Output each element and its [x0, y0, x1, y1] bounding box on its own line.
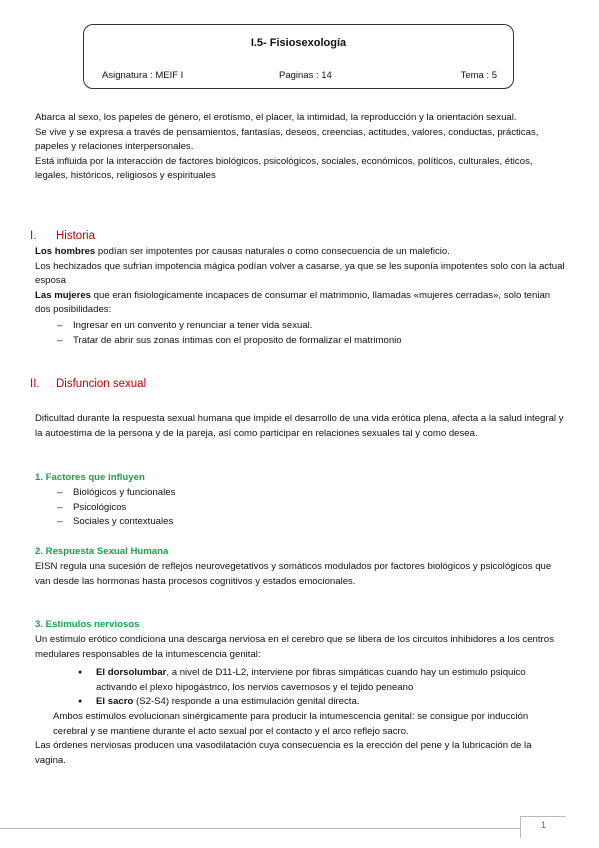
list-item: – Ingresar en un convento y renunciar a tener vida sexual. [57, 319, 402, 334]
historia-line-2: Los hechizados que sufrían impotencia mágica podían volver a casarse, ya que se les suponía impotentes solo con la actual esposa [35, 260, 565, 287]
list-item: – Tratar de abrir sus zonas íntimas con el proposito de formalizar el matrimonio [57, 334, 402, 349]
page-number: 1 [540, 820, 547, 831]
respuesta-text: EISN regula una sucesión de reflejos neurovegetativos y somáticos modulados por factores biológicos y psicológicos que van desde las hormonas hasta procesos cognitivos y estados emocionales. [35, 561, 552, 587]
intro-paragraph-1: Abarca al sexo, los papeles de género, el erotismo, el placer, la intimidad, la reproducción y la orientación sexual. [35, 112, 517, 123]
bold-term: Las mujeres [35, 289, 91, 301]
estimulos-ordenes: Las órdenes nerviosas producen una vasodilatación cuya consecuencia es la erección del pene y la lubricación de la vagina. [35, 740, 532, 766]
historia-line-3 [35, 289, 565, 318]
list-item: – Psicológicos [57, 501, 175, 516]
section-number: II. [30, 378, 40, 390]
historia-options-list [57, 319, 402, 348]
estimulos-ambos: Ambos estimulos evolucionan sinérgicamente para producir la intumescencia genital: se consigue por inducción cerebral y se mantiene durante el acto sexual por el contacto y el arco reflejo sacro. [53, 711, 529, 737]
estimulos-bullets [78, 666, 558, 710]
intro-paragraph-3: Está influida por la interacción de factores biológicos, psicológicos, sociales, económicos, políticos, culturales, éticos, legales, históricos, religiosos y espirituales [35, 155, 533, 182]
pages-label: Paginas : 14 [279, 70, 332, 81]
estimulos-intro: Un estimulo erótico condiciona una descarga nerviosa en el cerebro que se libera de los circuitos inhibidores a los centros medulares responsables de la intumescencia genital: [35, 634, 554, 660]
section-title: Disfuncion sexual [56, 378, 147, 390]
list-item [78, 666, 558, 695]
list-item: – Biológicos y funcionales [57, 486, 175, 501]
historia-text [35, 245, 565, 318]
section-heading-historia [0, 230, 200, 246]
historia-line-1 [35, 245, 565, 260]
historia-line-3-rest: que eran fisiologicamente incapaces de consumar el matrimonio, llamadas «mujeres cerradas», solo tenian dos posibilidades: [35, 289, 551, 316]
document-title: I.5- Fisiosexología [250, 37, 347, 49]
bold-term: Los hombres [35, 246, 96, 257]
disfuncion-definition: Dificultad durante la respuesta sexual humana que impide el desarrollo de una vida erótica plena, afecta a la salud integral y la autoestima de la persona y de la pareja, así como participar en relaciones sexuales tal y como desea. [35, 413, 564, 439]
list-item [78, 695, 558, 710]
subheading-respuesta: 2. Respuesta Sexual Humana [35, 546, 169, 557]
bold-term: El dorsolumbar [96, 667, 167, 678]
intro-paragraph-2: Se vive y se expresa a través de pensamientos, fantasías, deseos, creencias, actitudes, valores, conductas, prácticas, papeles y relaciones interpersonales. [35, 126, 539, 153]
page-number-box [520, 816, 566, 838]
bold-term: El sacro [96, 696, 134, 708]
bullet-text: , a nivel de D11-L2, interviene por fibras simpáticas cuando hay un estimulo psiquico activando el plexo hipogástrico, los nervios cavernosos y el tejido peneano [96, 667, 526, 693]
topic-label: Tema : 5 [460, 70, 497, 81]
subject-label: Asignatura : MEIF I [102, 70, 184, 81]
header-box [83, 24, 514, 89]
section-title: Historia [56, 230, 95, 242]
bullet-text: (S2-S4) responde a una estimulación genital directa. [133, 696, 360, 708]
section-number: I. [30, 230, 37, 242]
intro-text [35, 111, 565, 184]
subheading-estimulos: 3. Estimulos nerviosos [35, 619, 140, 630]
footer-divider [0, 828, 520, 829]
subheading-factores: 1. Factores que influyen [35, 472, 145, 483]
historia-line-1-rest: podían ser impotentes por causas naturales o como consecuencia de un maleficio. [95, 246, 450, 257]
list-item: – Sociales y contextuales [57, 515, 175, 530]
factores-list [57, 486, 175, 530]
section-heading-disfuncion [0, 378, 250, 394]
